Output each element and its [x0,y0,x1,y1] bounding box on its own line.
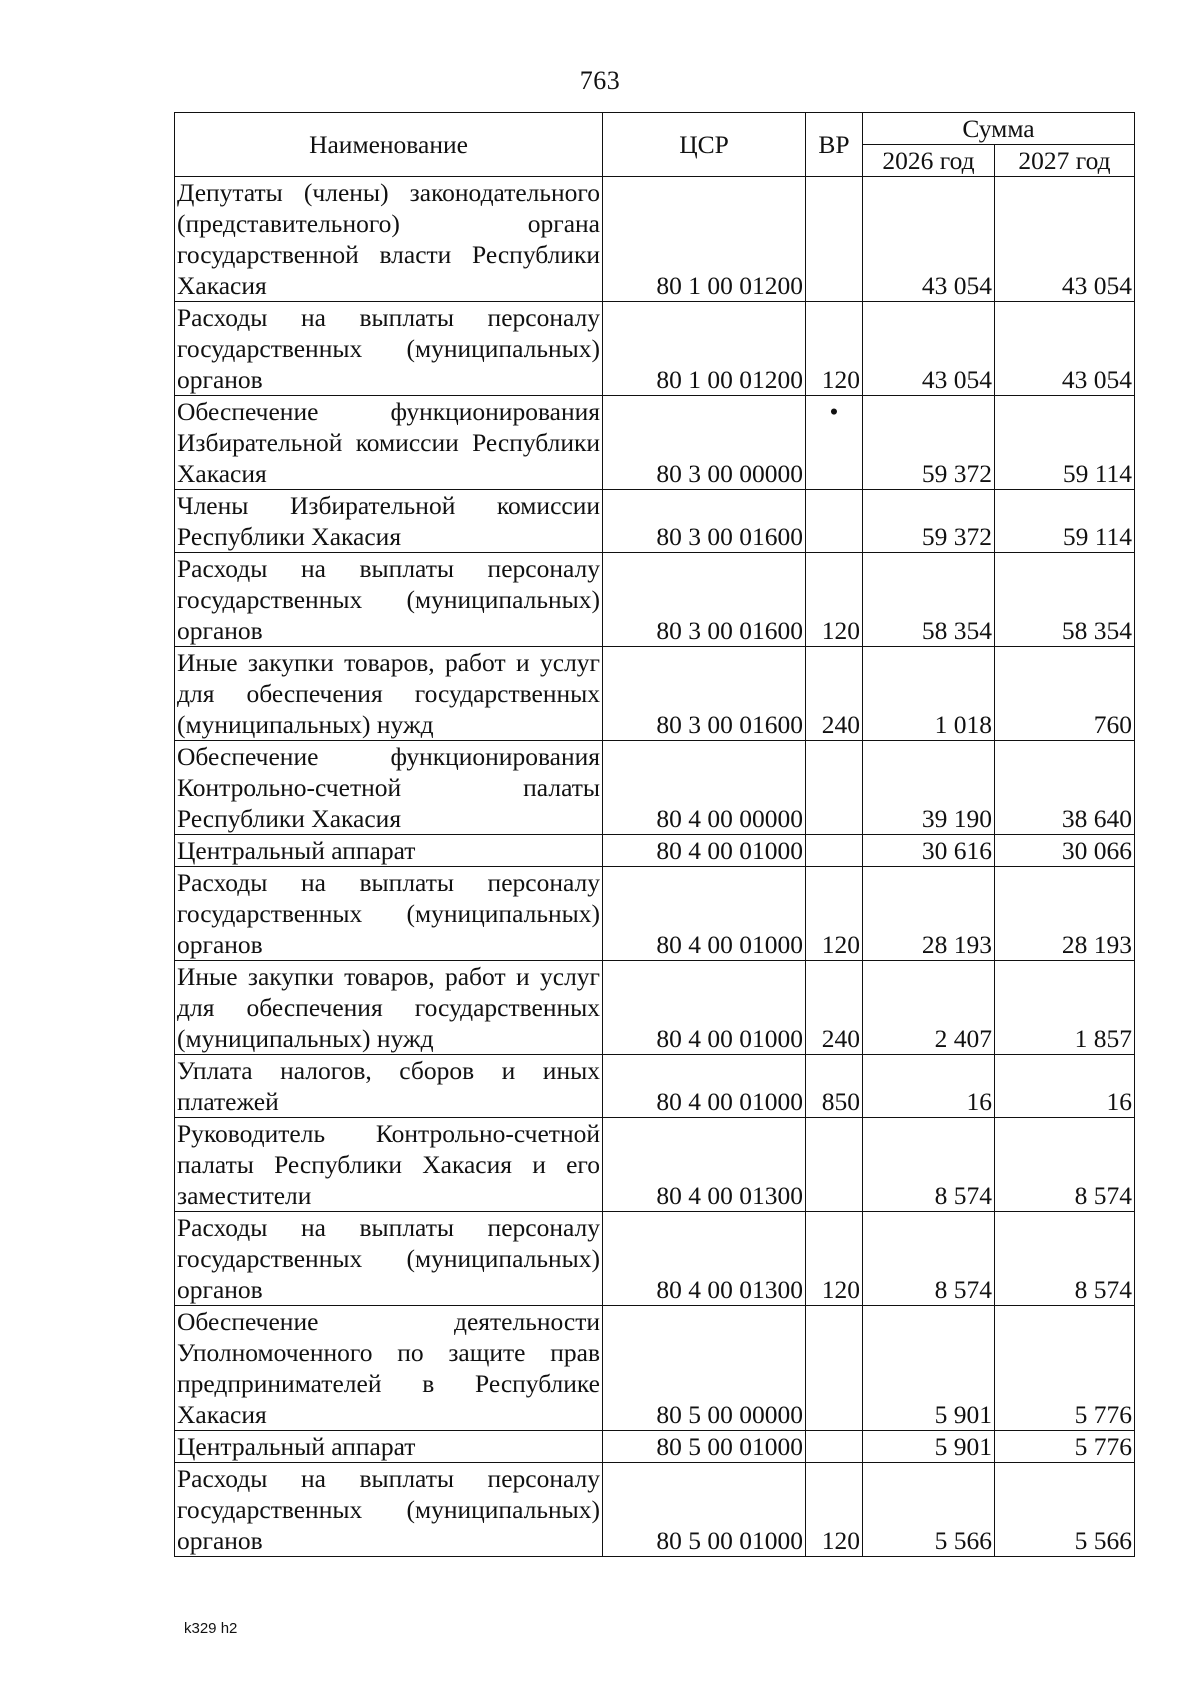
row-csr: 80 4 00 00000 [603,741,806,835]
row-sum-2026: 30 616 [863,835,995,867]
row-sum-2027: 8 574 [995,1212,1135,1306]
row-vr: 120 [806,867,863,961]
row-vr: 240 [806,647,863,741]
row-csr: 80 3 00 01600 [603,647,806,741]
header-year-2027: 2027 год [995,145,1135,177]
row-name: Расходы на выплаты персоналу государственных (муниципальных) органов [175,867,603,961]
row-sum-2026: 16 [863,1055,995,1118]
row-sum-2027: 43 054 [995,302,1135,396]
row-sum-2026: 5 566 [863,1463,995,1557]
row-name: Расходы на выплаты персоналу государственных (муниципальных) органов [175,1463,603,1557]
row-vr: 120 [806,302,863,396]
budget-table [174,112,1135,1557]
row-sum-2027: 43 054 [995,177,1135,302]
row-csr: 80 5 00 01000 [603,1463,806,1557]
row-sum-2026: 59 372 [863,396,995,490]
row-sum-2027: 5 776 [995,1431,1135,1463]
table-row [175,490,1135,553]
row-vr: 120 [806,553,863,647]
row-sum-2026: 8 574 [863,1212,995,1306]
row-vr [806,177,863,302]
row-name: Расходы на выплаты персоналу государственных (муниципальных) органов [175,553,603,647]
row-sum-2027: 760 [995,647,1135,741]
row-vr [806,1306,863,1431]
row-vr [806,835,863,867]
row-sum-2026: 43 054 [863,177,995,302]
footer-code: k329 h2 [184,1620,238,1637]
row-sum-2027: 1 857 [995,961,1135,1055]
row-sum-2027: 5 566 [995,1463,1135,1557]
row-sum-2026: 28 193 [863,867,995,961]
row-sum-2027: 30 066 [995,835,1135,867]
table-header [175,113,1135,177]
row-name: Члены Избирательной комиссии Республики Хакасия [175,490,603,553]
row-name: Иные закупки товаров, работ и услуг для обеспечения государственных (муниципальных) нужд [175,647,603,741]
row-name: Центральный аппарат [175,835,603,867]
row-name: Центральный аппарат [175,1431,603,1463]
table-row [175,177,1135,302]
row-csr: 80 1 00 01200 [603,177,806,302]
row-name: Расходы на выплаты персоналу государственных (муниципальных) органов [175,1212,603,1306]
row-sum-2026: 2 407 [863,961,995,1055]
table-row [175,1118,1135,1212]
row-sum-2027: 58 354 [995,553,1135,647]
row-name: Обеспечение функционирования Избирательной комиссии Республики Хакасия [175,396,603,490]
row-sum-2026: 1 018 [863,647,995,741]
table-row [175,835,1135,867]
table-row [175,396,1135,490]
row-sum-2027: 16 [995,1055,1135,1118]
row-name: Обеспечение функционирования Контрольно-счетной палаты Республики Хакасия [175,741,603,835]
header-vr: ВР [806,113,863,177]
row-sum-2027: 5 776 [995,1306,1135,1431]
row-csr: 80 4 00 01000 [603,1055,806,1118]
row-csr: 80 4 00 01300 [603,1212,806,1306]
row-name: Расходы на выплаты персоналу государственных (муниципальных) органов [175,302,603,396]
row-csr: 80 4 00 01000 [603,867,806,961]
header-year-2026: 2026 год [863,145,995,177]
row-name: Обеспечение деятельности Уполномоченного по защите прав предпринимателей в Республике Хакасия [175,1306,603,1431]
table-row [175,1055,1135,1118]
table-row [175,553,1135,647]
row-sum-2027: 28 193 [995,867,1135,961]
row-csr: 80 5 00 00000 [603,1306,806,1431]
row-csr: 80 4 00 01000 [603,835,806,867]
row-sum-2026: 8 574 [863,1118,995,1212]
row-sum-2027: 59 114 [995,490,1135,553]
header-name: Наименование [175,113,603,177]
row-sum-2027: 8 574 [995,1118,1135,1212]
table-row [175,741,1135,835]
row-vr [806,1118,863,1212]
row-csr: 80 5 00 01000 [603,1431,806,1463]
header-csr: ЦСР [603,113,806,177]
table-row [175,302,1135,396]
row-sum-2027: 38 640 [995,741,1135,835]
row-vr: 240 [806,961,863,1055]
row-vr: 120 [806,1212,863,1306]
row-csr: 80 3 00 01600 [603,490,806,553]
row-vr: • [806,396,863,490]
table-row [175,647,1135,741]
table-row [175,1431,1135,1463]
row-sum-2026: 5 901 [863,1431,995,1463]
row-name: Иные закупки товаров, работ и услуг для обеспечения государственных (муниципальных) нужд [175,961,603,1055]
row-csr: 80 4 00 01000 [603,961,806,1055]
page-number: 763 [579,66,621,95]
row-vr [806,1431,863,1463]
row-name: Уплата налогов, сборов и иных платежей [175,1055,603,1118]
row-name: Депутаты (члены) законодательного (представительного) органа государственной власти Республики Хакасия [175,177,603,302]
row-name: Руководитель Контрольно-счетной палаты Республики Хакасия и его заместители [175,1118,603,1212]
row-sum-2026: 59 372 [863,490,995,553]
row-sum-2026: 5 901 [863,1306,995,1431]
row-sum-2026: 58 354 [863,553,995,647]
row-csr: 80 1 00 01200 [603,302,806,396]
row-csr: 80 3 00 00000 [603,396,806,490]
row-csr: 80 4 00 01300 [603,1118,806,1212]
table-row [175,1306,1135,1431]
row-vr [806,741,863,835]
row-vr: 120 [806,1463,863,1557]
row-sum-2027: 59 114 [995,396,1135,490]
table-row [175,961,1135,1055]
table-row [175,1463,1135,1557]
table-row [175,867,1135,961]
row-sum-2026: 39 190 [863,741,995,835]
row-vr [806,490,863,553]
header-sum: Сумма [863,113,1135,145]
table-row [175,1212,1135,1306]
row-vr: 850 [806,1055,863,1118]
row-csr: 80 3 00 01600 [603,553,806,647]
row-sum-2026: 43 054 [863,302,995,396]
